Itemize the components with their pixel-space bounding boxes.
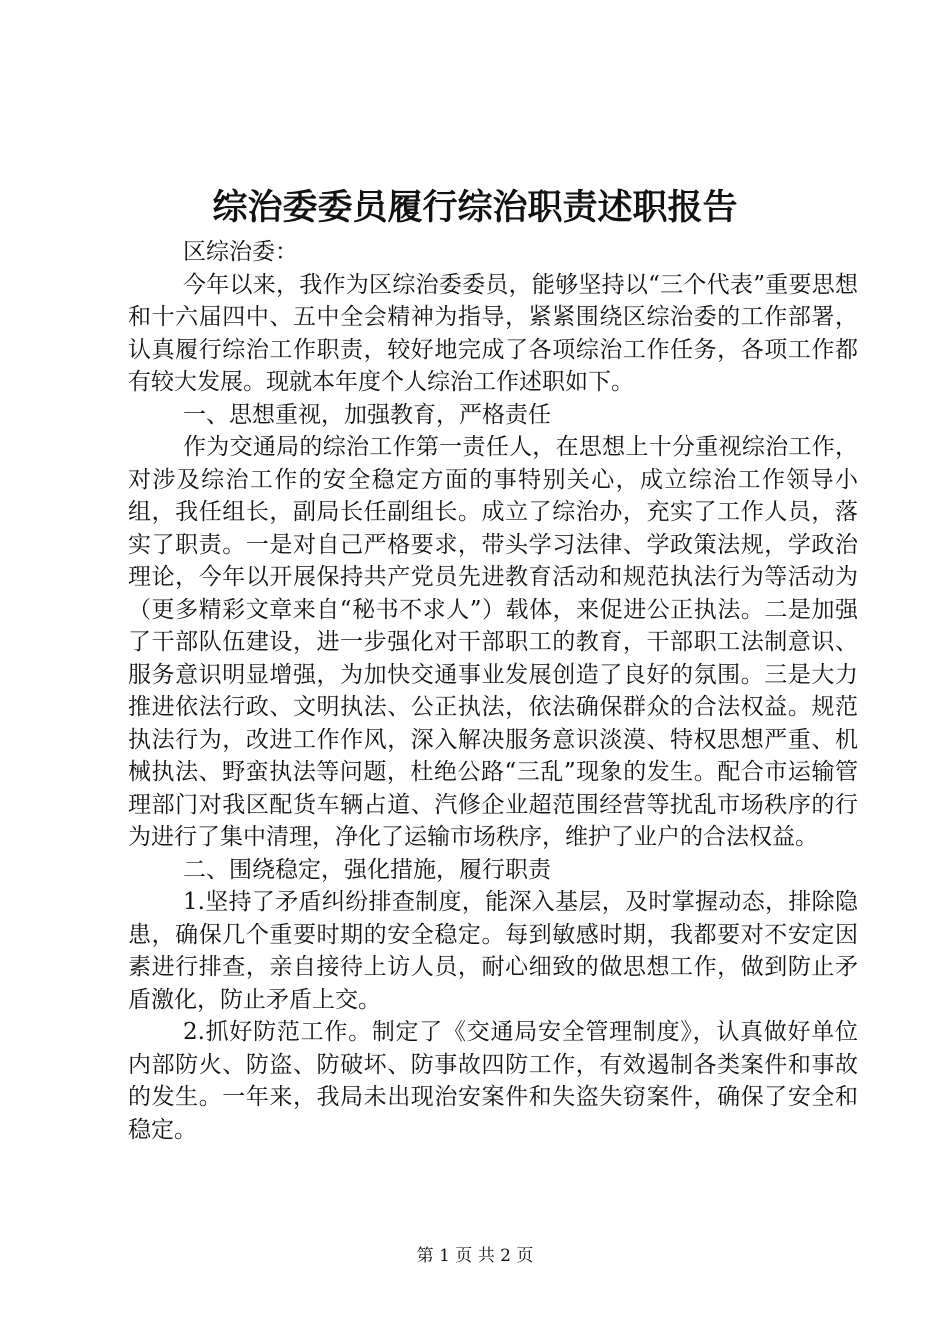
page-footer: 第 1 页 共 2 页: [416, 1246, 534, 1266]
section-2-item-1: 1.坚持了矛盾纠纷排查制度，能深入基层，及时掌握动态，排除隐患，确保几个重要时期的安全稳定。每到敏感时期，我都要对不安定因素进行排查，亲自接待上访人员，耐心细致的做思想工作，做到防止矛盾激化，防止矛盾上交。: [128, 889, 858, 1013]
section-2-item-2: 2.抓好防范工作。制定了《交通局安全管理制度》，认真做好单位内部防火、防盗、防破坏、防事故四防工作，有效遏制各类案件和事故的发生。一年来，我局未出现治安案件和失盗失窃案件，确保了安全和稳定。: [128, 1019, 858, 1143]
document-body: [128, 236, 858, 1146]
salutation: 区综治委：: [183, 239, 298, 265]
intro-paragraph: 今年以来，我作为区综治委委员，能够坚持以“三个代表”重要思想和十六届四中、五中全会精神为指导，紧紧围绕区综治委的工作部署，认真履行综治工作职责，较好地完成了各项综治工作任务，各项工作都有较大发展。现就本年度个人综治工作述职如下。: [128, 271, 858, 395]
section-2-heading: 二、围绕稳定，强化措施，履行职责: [183, 856, 551, 883]
section-1-heading: 一、思想重视，加强教育，严格责任: [183, 401, 551, 428]
document-title: 综治委委员履行综治职责述职报告: [212, 187, 738, 228]
section-1-paragraph: 作为交通局的综治工作第一责任人，在思想上十分重视综治工作，对涉及综治工作的安全稳定方面的事特别关心，成立综治工作领导小组，我任组长，副局长任副组长。成立了综治办，充实了工作人员，落实了职责。一是对自己严格要求，带头学习法律、学政策法规，学政治理论，今年以开展保持共产党员先进教育活动和规范执法行为等活动为（更多精彩文章来自“秘书不求人”）载体，来促进公正执法。二是加强了干部队伍建设，进一步强化对干部职工的教育，干部职工法制意识、服务意识明显增强，为加快交通事业发展创造了良好的氛围。三是大力推进依法行政、文明执法、公正执法，依法确保群众的合法权益。规范执法行为，改进工作作风，深入解决服务意识淡漠、特权思想严重、机械执法、野蛮执法等问题，杜绝公路“三乱”现象的发生。配合市运输管理部门对我区配货车辆占道、汽修企业超范围经营等扰乱市场秩序的行为进行了集中清理，净化了运输市场秩序，维护了业户的合法权益。: [128, 434, 858, 850]
